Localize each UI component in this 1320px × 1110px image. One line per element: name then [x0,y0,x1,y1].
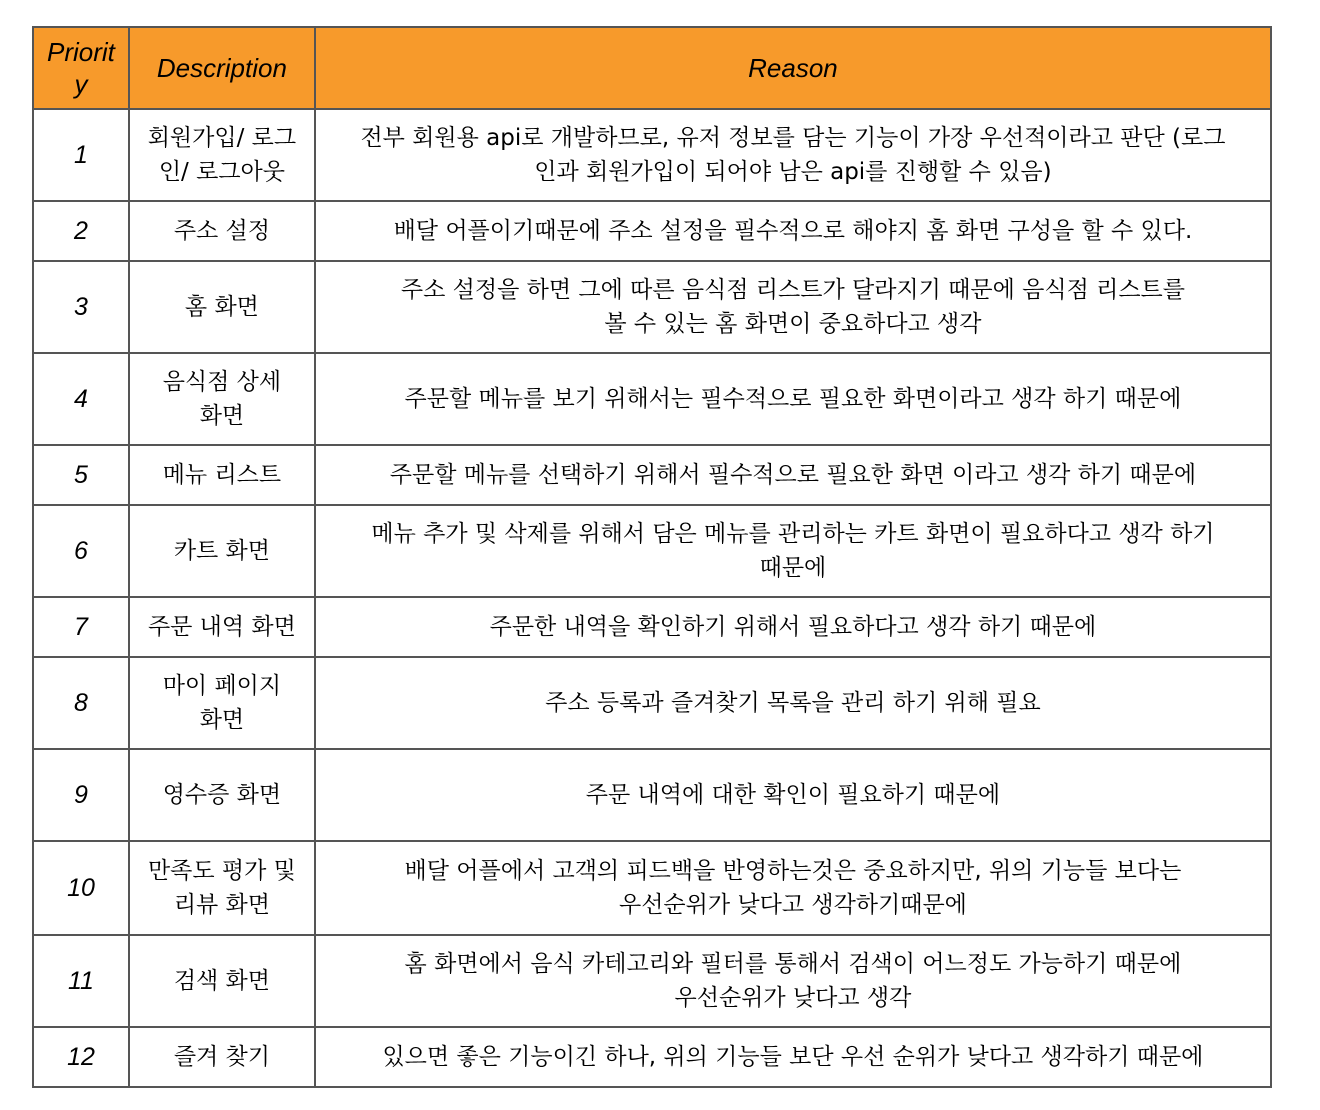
reason-cell: 전부 회원용 api로 개발하므로, 유저 정보를 담는 기능이 가장 우선적이라고 판단 (로그 인과 회원가입이 되어야 남은 api를 진행할 수 있음) [315,109,1271,201]
table-row [33,261,1271,353]
table-body [33,109,1271,1087]
priority-cell: 4 [33,353,129,445]
reason-cell: 메뉴 추가 및 삭제를 위해서 담은 메뉴를 관리하는 카트 화면이 필요하다고 생각 하기 때문에 [315,505,1271,597]
priority-table [32,26,1272,1088]
header-description: Description [129,27,315,109]
table-row [33,201,1271,261]
reason-cell: 배달 어플이기때문에 주소 설정을 필수적으로 해야지 홈 화면 구성을 할 수 있다. [315,201,1271,261]
table-row [33,935,1271,1027]
description-cell: 영수증 화면 [129,749,315,841]
priority-cell: 7 [33,597,129,657]
table-row [33,657,1271,749]
description-cell: 주문 내역 화면 [129,597,315,657]
priority-cell: 6 [33,505,129,597]
reason-cell: 주문한 내역을 확인하기 위해서 필요하다고 생각 하기 때문에 [315,597,1271,657]
description-cell: 만족도 평가 및 리뷰 화면 [129,841,315,935]
reason-cell: 주소 등록과 즐겨찾기 목록을 관리 하기 위해 필요 [315,657,1271,749]
header-reason: Reason [315,27,1271,109]
priority-cell: 11 [33,935,129,1027]
description-cell: 메뉴 리스트 [129,445,315,505]
description-cell: 즐겨 찾기 [129,1027,315,1087]
table-row [33,445,1271,505]
table-row [33,1027,1271,1087]
priority-cell: 9 [33,749,129,841]
priority-cell: 5 [33,445,129,505]
reason-cell: 홈 화면에서 음식 카테고리와 필터를 통해서 검색이 어느정도 가능하기 때문에 우선순위가 낮다고 생각 [315,935,1271,1027]
table-row [33,749,1271,841]
priority-cell: 1 [33,109,129,201]
description-cell: 주소 설정 [129,201,315,261]
header-priority: Priorit y [33,27,129,109]
description-cell: 회원가입/ 로그 인/ 로그아웃 [129,109,315,201]
table-row [33,505,1271,597]
priority-cell: 8 [33,657,129,749]
table-header-row [33,27,1271,109]
reason-cell: 주문 내역에 대한 확인이 필요하기 때문에 [315,749,1271,841]
description-cell: 음식점 상세 화면 [129,353,315,445]
priority-cell: 12 [33,1027,129,1087]
priority-cell: 2 [33,201,129,261]
table-row [33,597,1271,657]
priority-cell: 3 [33,261,129,353]
table-row [33,841,1271,935]
description-cell: 마이 페이지 화면 [129,657,315,749]
table-row [33,353,1271,445]
priority-cell: 10 [33,841,129,935]
description-cell: 홈 화면 [129,261,315,353]
reason-cell: 주문할 메뉴를 선택하기 위해서 필수적으로 필요한 화면 이라고 생각 하기 때문에 [315,445,1271,505]
table-row [33,109,1271,201]
reason-cell: 있으면 좋은 기능이긴 하나, 위의 기능들 보단 우선 순위가 낮다고 생각하기 때문에 [315,1027,1271,1087]
reason-cell: 주문할 메뉴를 보기 위해서는 필수적으로 필요한 화면이라고 생각 하기 때문에 [315,353,1271,445]
reason-cell: 주소 설정을 하면 그에 따른 음식점 리스트가 달라지기 때문에 음식점 리스트를 볼 수 있는 홈 화면이 중요하다고 생각 [315,261,1271,353]
reason-cell: 배달 어플에서 고객의 피드백을 반영하는것은 중요하지만, 위의 기능들 보다는 우선순위가 낮다고 생각하기때문에 [315,841,1271,935]
description-cell: 검색 화면 [129,935,315,1027]
description-cell: 카트 화면 [129,505,315,597]
